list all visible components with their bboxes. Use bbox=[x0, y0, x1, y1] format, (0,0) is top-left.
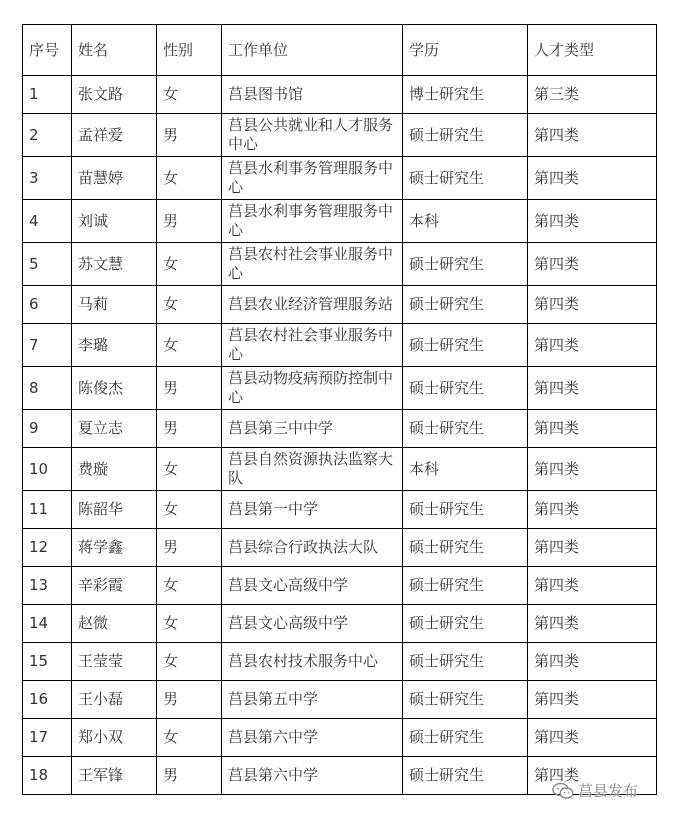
watermark bbox=[552, 780, 638, 801]
row-name: 蒋学鑫 bbox=[72, 529, 157, 567]
row-education: 硕士研究生 bbox=[403, 367, 528, 410]
table-row bbox=[23, 491, 657, 529]
table-row bbox=[23, 448, 657, 491]
table-row bbox=[23, 681, 657, 719]
row-education: 硕士研究生 bbox=[403, 681, 528, 719]
row-talent-type: 第四类 bbox=[528, 324, 657, 367]
row-index: 7 bbox=[23, 324, 72, 367]
row-index: 5 bbox=[23, 243, 72, 286]
row-name: 夏立志 bbox=[72, 410, 157, 448]
row-talent-type: 第四类 bbox=[528, 157, 657, 200]
row-index: 2 bbox=[23, 114, 72, 157]
table-row bbox=[23, 243, 657, 286]
row-workplace: 莒县综合行政执法大队 bbox=[222, 529, 403, 567]
row-name: 陈韶华 bbox=[72, 491, 157, 529]
row-workplace: 莒县农业经济管理服务站 bbox=[222, 286, 403, 324]
row-workplace: 莒县动物疫病预防控制中心 bbox=[222, 367, 403, 410]
row-gender: 男 bbox=[157, 410, 222, 448]
row-education: 硕士研究生 bbox=[403, 286, 528, 324]
row-talent-type: 第四类 bbox=[528, 529, 657, 567]
header-talent-type: 人才类型 bbox=[528, 25, 657, 76]
row-workplace: 莒县图书馆 bbox=[222, 76, 403, 114]
row-index: 17 bbox=[23, 719, 72, 757]
header-workplace: 工作单位 bbox=[222, 25, 403, 76]
row-workplace: 莒县第六中学 bbox=[222, 719, 403, 757]
row-name: 孟祥爱 bbox=[72, 114, 157, 157]
row-talent-type: 第三类 bbox=[528, 76, 657, 114]
table-row bbox=[23, 367, 657, 410]
table-row bbox=[23, 567, 657, 605]
row-talent-type: 第四类 bbox=[528, 410, 657, 448]
row-education: 硕士研究生 bbox=[403, 491, 528, 529]
row-talent-type: 第四类 bbox=[528, 757, 657, 795]
row-name: 辛彩霞 bbox=[72, 567, 157, 605]
row-education: 硕士研究生 bbox=[403, 410, 528, 448]
talent-list-table bbox=[22, 24, 657, 795]
row-gender: 男 bbox=[157, 757, 222, 795]
row-name: 费璇 bbox=[72, 448, 157, 491]
row-talent-type: 第四类 bbox=[528, 681, 657, 719]
row-education: 硕士研究生 bbox=[403, 324, 528, 367]
row-gender: 女 bbox=[157, 157, 222, 200]
row-education: 硕士研究生 bbox=[403, 529, 528, 567]
table-body bbox=[23, 76, 657, 795]
row-workplace: 莒县水利事务管理服务中心 bbox=[222, 200, 403, 243]
row-education: 硕士研究生 bbox=[403, 757, 528, 795]
row-gender: 女 bbox=[157, 76, 222, 114]
row-workplace: 莒县第三中中学 bbox=[222, 410, 403, 448]
row-education: 硕士研究生 bbox=[403, 157, 528, 200]
row-name: 陈俊杰 bbox=[72, 367, 157, 410]
row-name: 马莉 bbox=[72, 286, 157, 324]
row-education: 硕士研究生 bbox=[403, 243, 528, 286]
row-index: 11 bbox=[23, 491, 72, 529]
table-header-row bbox=[23, 25, 657, 76]
row-talent-type: 第四类 bbox=[528, 491, 657, 529]
row-name: 郑小双 bbox=[72, 719, 157, 757]
row-name: 王军锋 bbox=[72, 757, 157, 795]
row-workplace: 莒县自然资源执法监察大队 bbox=[222, 448, 403, 491]
table-row bbox=[23, 76, 657, 114]
row-workplace: 莒县水利事务管理服务中心 bbox=[222, 157, 403, 200]
header-gender: 性别 bbox=[157, 25, 222, 76]
row-name: 赵微 bbox=[72, 605, 157, 643]
row-index: 10 bbox=[23, 448, 72, 491]
row-gender: 男 bbox=[157, 200, 222, 243]
row-talent-type: 第四类 bbox=[528, 114, 657, 157]
row-workplace: 莒县文心高级中学 bbox=[222, 567, 403, 605]
row-workplace: 莒县第六中学 bbox=[222, 757, 403, 795]
row-education: 硕士研究生 bbox=[403, 567, 528, 605]
row-talent-type: 第四类 bbox=[528, 719, 657, 757]
header-index: 序号 bbox=[23, 25, 72, 76]
row-index: 14 bbox=[23, 605, 72, 643]
row-education: 硕士研究生 bbox=[403, 643, 528, 681]
row-workplace: 莒县农村技术服务中心 bbox=[222, 643, 403, 681]
row-education: 本科 bbox=[403, 448, 528, 491]
row-gender: 男 bbox=[157, 114, 222, 157]
table-row bbox=[23, 719, 657, 757]
row-gender: 女 bbox=[157, 286, 222, 324]
row-name: 苗慧婷 bbox=[72, 157, 157, 200]
table-row bbox=[23, 324, 657, 367]
table-row bbox=[23, 114, 657, 157]
row-workplace: 莒县公共就业和人才服务中心 bbox=[222, 114, 403, 157]
row-name: 李璐 bbox=[72, 324, 157, 367]
row-education: 硕士研究生 bbox=[403, 605, 528, 643]
row-talent-type: 第四类 bbox=[528, 286, 657, 324]
row-index: 15 bbox=[23, 643, 72, 681]
row-gender: 男 bbox=[157, 529, 222, 567]
table-row bbox=[23, 605, 657, 643]
watermark-text: 莒县发布 bbox=[578, 782, 639, 800]
row-gender: 女 bbox=[157, 243, 222, 286]
row-index: 9 bbox=[23, 410, 72, 448]
row-index: 13 bbox=[23, 567, 72, 605]
row-workplace: 莒县第一中学 bbox=[222, 491, 403, 529]
header-education: 学历 bbox=[403, 25, 528, 76]
row-index: 3 bbox=[23, 157, 72, 200]
row-talent-type: 第四类 bbox=[528, 605, 657, 643]
row-workplace: 莒县文心高级中学 bbox=[222, 605, 403, 643]
table-row bbox=[23, 286, 657, 324]
table-row bbox=[23, 200, 657, 243]
table-row bbox=[23, 157, 657, 200]
row-talent-type: 第四类 bbox=[528, 367, 657, 410]
row-gender: 女 bbox=[157, 567, 222, 605]
row-gender: 女 bbox=[157, 719, 222, 757]
row-index: 8 bbox=[23, 367, 72, 410]
row-name: 张文路 bbox=[72, 76, 157, 114]
row-workplace: 莒县农村社会事业服务中心 bbox=[222, 324, 403, 367]
row-education: 本科 bbox=[403, 200, 528, 243]
table-row bbox=[23, 529, 657, 567]
row-name: 王莹莹 bbox=[72, 643, 157, 681]
row-gender: 男 bbox=[157, 367, 222, 410]
row-education: 博士研究生 bbox=[403, 76, 528, 114]
row-education: 硕士研究生 bbox=[403, 114, 528, 157]
row-index: 12 bbox=[23, 529, 72, 567]
table-row bbox=[23, 410, 657, 448]
row-gender: 男 bbox=[157, 681, 222, 719]
row-workplace: 莒县第五中学 bbox=[222, 681, 403, 719]
row-name: 刘诚 bbox=[72, 200, 157, 243]
row-gender: 女 bbox=[157, 643, 222, 681]
row-name: 王小磊 bbox=[72, 681, 157, 719]
row-talent-type: 第四类 bbox=[528, 243, 657, 286]
header-name: 姓名 bbox=[72, 25, 157, 76]
row-gender: 女 bbox=[157, 605, 222, 643]
row-gender: 女 bbox=[157, 324, 222, 367]
row-education: 硕士研究生 bbox=[403, 719, 528, 757]
row-gender: 女 bbox=[157, 448, 222, 491]
row-index: 16 bbox=[23, 681, 72, 719]
row-gender: 女 bbox=[157, 491, 222, 529]
wechat-channel-icon bbox=[552, 782, 574, 800]
row-talent-type: 第四类 bbox=[528, 200, 657, 243]
row-index: 1 bbox=[23, 76, 72, 114]
row-workplace: 莒县农村社会事业服务中心 bbox=[222, 243, 403, 286]
row-index: 4 bbox=[23, 200, 72, 243]
row-talent-type: 第四类 bbox=[528, 643, 657, 681]
row-talent-type: 第四类 bbox=[528, 448, 657, 491]
row-index: 6 bbox=[23, 286, 72, 324]
row-index: 18 bbox=[23, 757, 72, 795]
row-talent-type: 第四类 bbox=[528, 567, 657, 605]
table-row bbox=[23, 643, 657, 681]
row-name: 苏文慧 bbox=[72, 243, 157, 286]
